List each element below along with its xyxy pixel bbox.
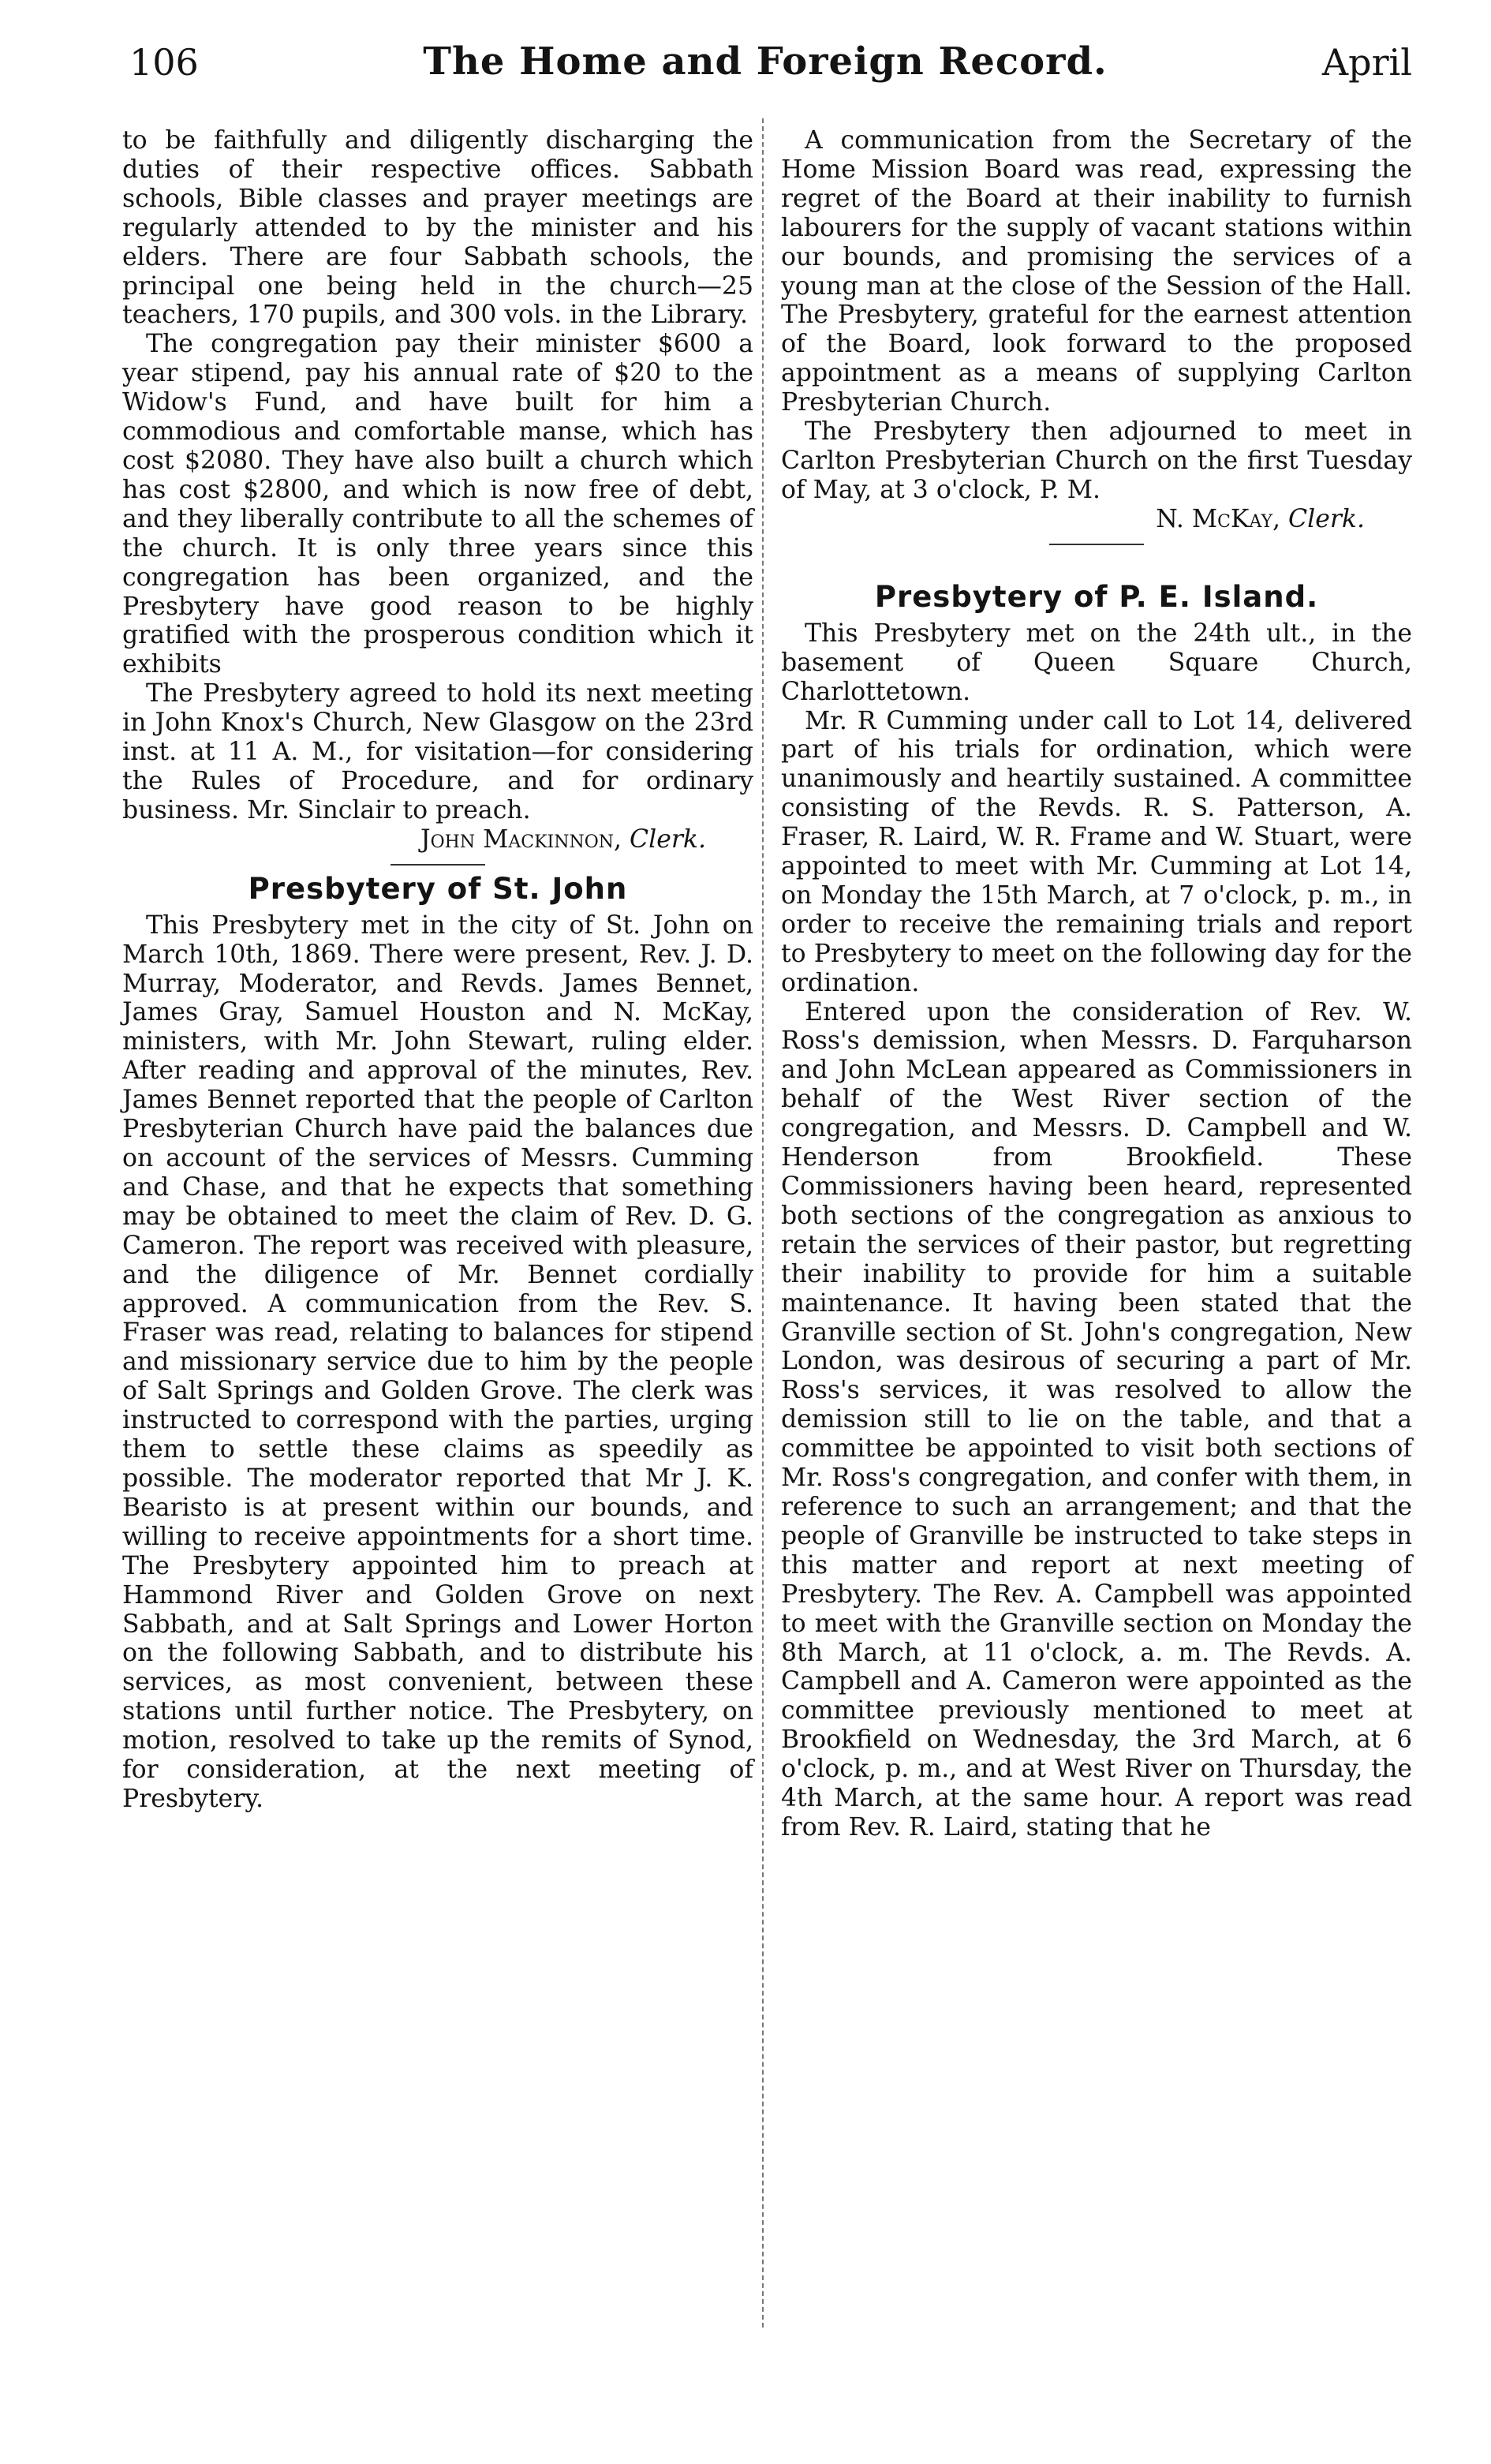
paragraph: A communication from the Secretary of the Home Mission Board was read, expressing the regret of the Board at their inability to furnish labourers for the supply of vacant stations within our bounds, and promising the services of a young man at the close of the Session of the Hall. The Presbytery, grateful for the earnest attention of the Board, look forward to the proposed appointment as a means of supplying Carlton Presbyterian Church. [781, 126, 1412, 417]
paragraph: The Presbytery agreed to hold its next meeting in John Knox's Church, New Glasgow on the 23rd inst. at 11 A. M., for visitation—for considering the Rules of Procedure, and for ordinary business. Mr. Sinclair to preach. [122, 679, 753, 824]
running-head [118, 36, 1412, 93]
paragraph: Mr. R Cumming under call to Lot 14, delivered part of his trials for ordination, which were unanimously and heartily sustained. A committee consisting of the Revds. R. S. Patterson, A. Fraser, R. Laird, W. R. Frame and W. Stuart, were appointed to meet with Mr. Cumming at Lot 14, on Monday the 15th March, at 7 o'clock, p. m., in order to receive the remaining trials and report to Presbytery to meet on the following day for the ordination. [781, 706, 1412, 997]
signature-name: John Mackinnon, [420, 824, 622, 854]
column-divider [762, 118, 764, 2328]
paragraph: The Presbytery then adjourned to meet in Carlton Presbyterian Church on the first Tuesday of May, at 3 o'clock, P. M. [781, 417, 1412, 504]
heading-presbytery-pei: Presbytery of P. E. Island. [874, 579, 1319, 614]
paragraph: The congregation pay their minister $600 a year stipend, pay his annual rate of $20 to the Widow's Fund, and have built for him a commodious and comfortable manse, which has cost $2080. They have also built a church which has cost $2800, and which is now free of debt, and they liberally contribute to all the schemes of the church. It is only three years since this congregation has been organized, and the Presbytery have good reason to be highly gratified with the prosperous condition which it exhibits [122, 330, 753, 679]
heading-presbytery-st-john: Presbytery of St. John [248, 871, 628, 906]
left-column [122, 126, 753, 1814]
signature-role: Clerk. [630, 824, 706, 854]
signature-name: N. McKay, [1156, 504, 1280, 533]
section-divider [1049, 544, 1144, 545]
paragraph: to be faithfully and diligently discharging the duties of their respective offices. Sabbath schools, Bible classes and prayer meetings are regularly attended to by the minister and his elders. There are four Sabbath schools, the principal one being held in the church—25 teachers, 170 pupils, and 300 vols. in the Library. [122, 126, 753, 330]
paragraph: This Presbytery met in the city of St. John on March 10th, 1869. There were present, Rev. J. D. Murray, Moderator, and Revds. James Bennet, James Gray, Samuel Houston and N. McKay, ministers, with Mr. John Stewart, ruling elder. After reading and approval of the minutes, Rev. James Bennet reported that the people of Carlton Presbyterian Church have paid the balances due on account of the services of Messrs. Cumming and Chase, and that he expects that something may be obtained to meet the claim of Rev. D. G. Cameron. The report was received with pleasure, and the diligence of Mr. Bennet cordially approved. A communication from the Rev. S. Fraser was read, relating to balances for stipend and missionary service due to him by the people of Salt Springs and Golden Grove. The clerk was instructed to correspond with the parties, urging them to settle these claims as speedily as possible. The moderator reported that Mr J. K. Bearisto is at present within our bounds, and willing to receive appointments for a short time. The Presbytery appointed him to preach at Hammond River and Golden Grove on next Sabbath, and at Salt Springs and Lower Horton on the following Sabbath, and to distribute his services, as most convenient, between these stations until further notice. The Presbytery, on motion, resolved to take up the remits of Synod, for consideration, at the next meeting of Presbytery. [122, 910, 753, 1813]
paragraph: Entered upon the consideration of Rev. W. Ross's demission, when Messrs. D. Farquharson and John McLean appeared as Commissioners in behalf of the West River section of the congregation, and Messrs. D. Campbell and W. Henderson from Brookfield. These Commissioners having been heard, represented both sections of the congregation as anxious to retain the services of their pastor, but regretting their inability to provide for him a suitable maintenance. It having been stated that the Granville section of St. John's congregation, New London, was desirous of securing a part of Mr. Ross's services, it was resolved to allow the demission still to lie on the table, and that a committee be appointed to visit both sections of Mr. Ross's congregation, and confer with them, in reference to such an arrangement; and that the people of Granville be instructed to take steps in this matter and report at next meeting of Presbytery. The Rev. A. Campbell was appointed to meet with the Granville section on Monday the 8th March, at 11 o'clock, a. m. The Revds. A. Campbell and A. Cameron were appointed as the committee previously mentioned to meet at Brookfield on Wednesday, the 3rd March, at 6 o'clock, p. m., and at West River on Thursday, the 4th March, at the same hour. A report was read from Rev. R. Laird, stating that he [781, 997, 1412, 1841]
paragraph: This Presbytery met on the 24th ult., in the basement of Queen Square Church, Charlottetown. [781, 619, 1412, 706]
page-number: 106 [129, 41, 199, 84]
signature-role: Clerk. [1288, 504, 1365, 533]
signature-john-mackinnon [122, 825, 753, 854]
spacer [781, 550, 1412, 574]
right-column [781, 126, 1412, 1842]
issue-month: April [1321, 41, 1412, 84]
section-divider [390, 864, 485, 866]
journal-title: The Home and Foreign Record. [423, 39, 1108, 84]
signature-n-mckay [781, 505, 1412, 534]
